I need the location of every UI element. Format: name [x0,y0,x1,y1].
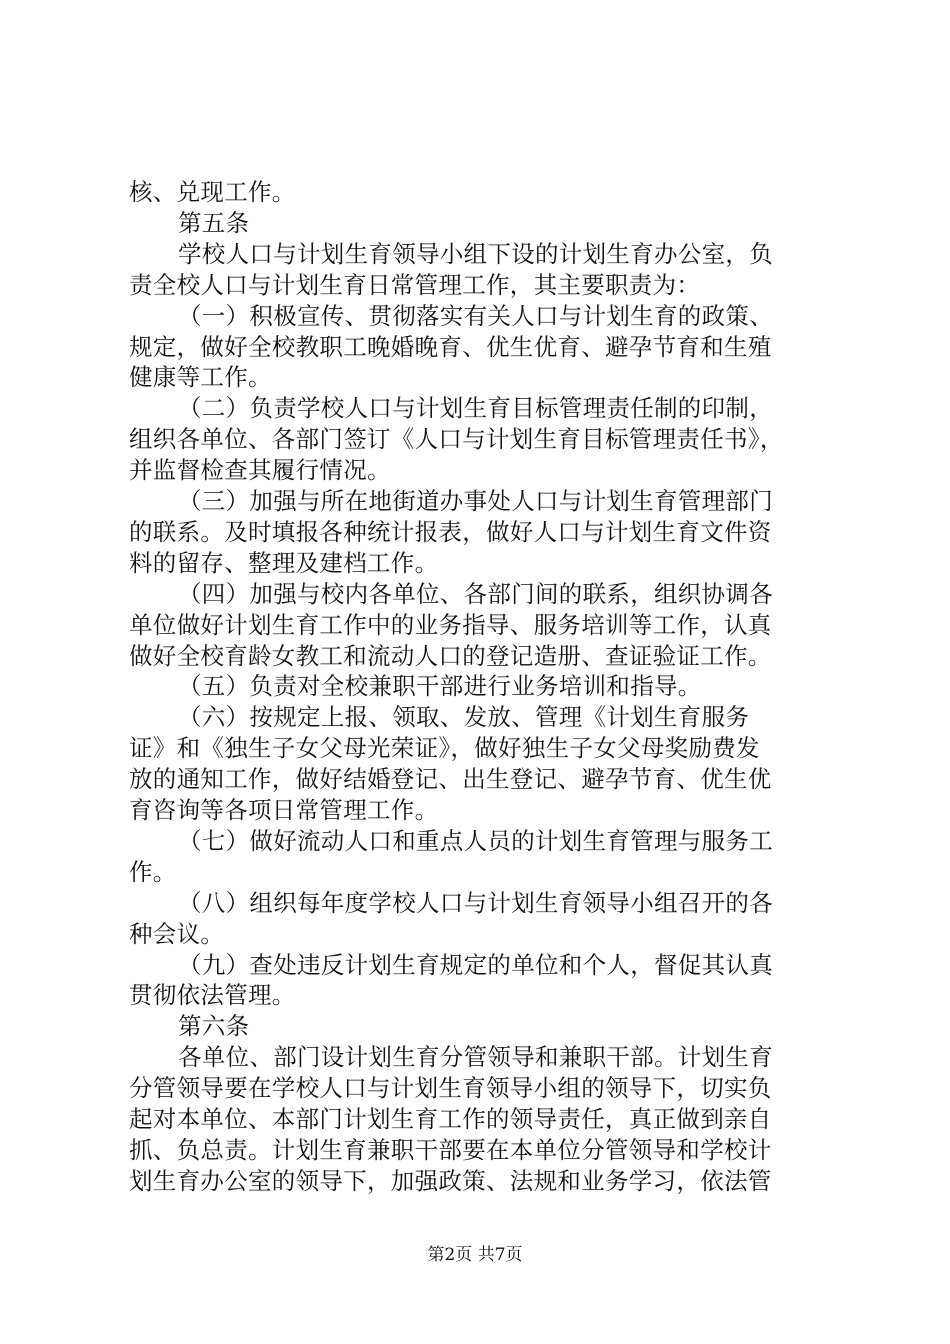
text-line: 并监督检查其履行情况。 [129,456,391,485]
text-line: （三）加强与所在地街道办事处人口与计划生育管理部门 [178,487,773,515]
text-line: （七）做好流动人口和重点人员的计划生育管理与服务工 [178,826,773,855]
text-line: 各单位、部门设计划生育分管领导和兼职干部。计划生育 [178,1043,773,1072]
text-line: 抓、负总责。计划生育兼职干部要在本单位分管领导和学校计 [129,1135,772,1164]
text-line: （四）加强与校内各单位、各部门间的联系，组织协调各 [178,579,773,608]
text-line: 组织各单位、各部门签订《人口与计划生育目标管理责任书》， [129,425,784,454]
text-line: 作。 [129,857,177,886]
text-line: 做好全校育龄女教工和流动人口的登记造册、查证验证工作。 [129,641,772,670]
text-line: 种会议。 [129,919,225,948]
text-line: 的联系。及时填报各种统计报表，做好人口与计划生育文件资 [129,517,772,546]
text-line: （六）按规定上报、领取、发放、管理《计划生育服务 [178,703,750,732]
text-line: 核、兑现工作。 [129,178,296,206]
text-line: 责全校人口与计划生育日常管理工作，其主要职责为： [129,270,701,299]
text-line: 起对本单位、本部门计划生育工作的领导责任，真正做到亲自 [129,1105,772,1133]
text-line: 划生育办公室的领导下，加强政策、法规和业务学习，依法管 [129,1166,772,1195]
text-line: 贯彻依法管理。 [129,981,296,1010]
text-line: 证》和《独生子女父母光荣证》，做好独生子女父母奖励费发 [129,734,760,763]
text-line: 学校人口与计划生育领导小组下设的计划生育办公室，负 [178,239,773,268]
page-footer: 第2页 共7页 [427,1245,523,1265]
text-line: 料的留存、整理及建档工作。 [129,548,439,577]
text-line: （一）积极宣传、贯彻落实有关人口与计划生育的政策、 [178,301,773,330]
text-line: 放的通知工作，做好结婚登记、出生登记、避孕节育、优生优 [129,765,772,794]
text-line: （二）负责学校人口与计划生育目标管理责任制的印制， [178,394,773,423]
text-line: 育咨询等各项日常管理工作。 [129,796,439,824]
text-line: （九）查处违反计划生育规定的单位和个人，督促其认真 [178,950,773,979]
article-heading: 第六条 [178,1012,250,1041]
text-line: 分管领导要在学校人口与计划生育领导小组的领导下，切实负 [129,1074,772,1103]
text-line: （五）负责对全校兼职干部进行业务培训和指导。 [178,672,702,701]
text-line: 规定，做好全校教职工晚婚晚育、优生优育、避孕节育和生殖 [129,332,772,361]
text-line: 单位做好计划生育工作中的业务指导、服务培训等工作，认真 [129,610,772,639]
text-line: （八）组织每年度学校人口与计划生育领导小组召开的各 [178,888,773,917]
text-line: 健康等工作。 [129,363,272,392]
article-heading: 第五条 [178,208,250,237]
